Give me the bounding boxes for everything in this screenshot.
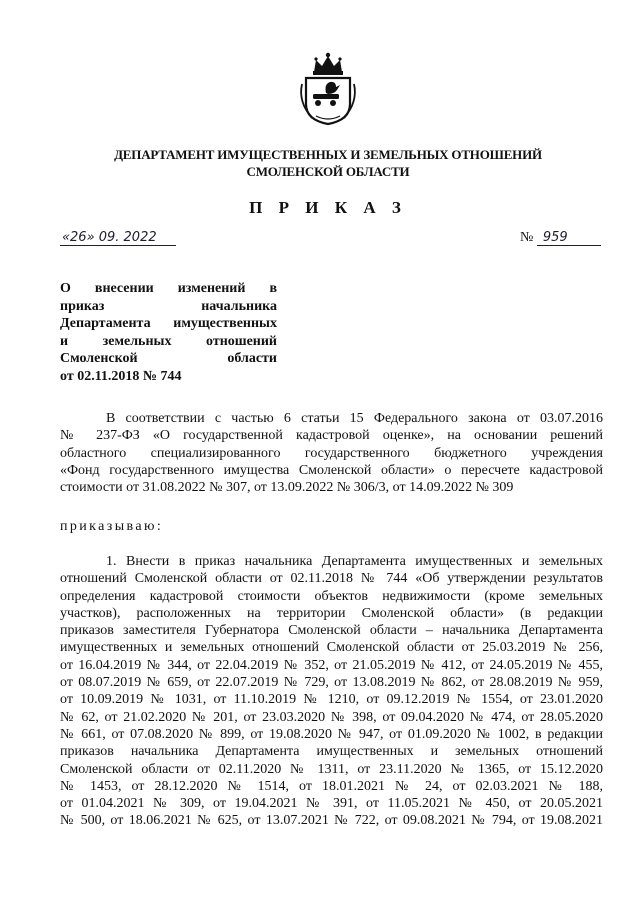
text-line: приказов начальника Департамента имущественных и земельных отношений (60, 744, 603, 760)
subject-line: приказ начальника (60, 298, 277, 314)
text-line: от 01.04.2021 № 309, от 19.04.2021 № 391, от 11.05.2021 № 450, от 20.05.2021 (60, 796, 603, 812)
text-line: 1. Внести в приказ начальника Департамента имущественных и земельных (106, 554, 603, 569)
subject-line: и земельных отношений (60, 333, 277, 349)
text-line: Смоленской области от 02.11.2020 № 1311, от 23.11.2020 № 1365, от 15.12.2020 (60, 761, 603, 777)
text-line: имущественных и земельных отношений Смоленской области от 25.03.2019 № 256, (60, 640, 603, 656)
text-line: определения кадастровой стоимости объектов недвижимости (кроме земельных (60, 588, 603, 604)
text-line: от 08.07.2019 № 659, от 22.07.2019 № 729, от 13.08.2019 № 862, от 28.08.2019 № 959, (60, 675, 603, 691)
text-line: приказов заместителя Губернатора Смоленской области – начальника Департамента (60, 623, 603, 639)
text-line: отношений Смоленской области от 02.11.2018 № 744 «Об утверждении результатов (60, 571, 603, 587)
subject-line: О внесении изменений в (60, 281, 277, 296)
text-line: В соответствии с частью 6 статьи 15 Федерального закона от 03.07.2016 (106, 411, 603, 426)
text-line: стоимости от 31.08.2022 № 307, от 13.09.2022 № 306/3, от 14.09.2022 № 309 (60, 480, 514, 496)
text-line: № 237-ФЗ «О государственной кадастровой оценке», на основании решений (60, 428, 603, 444)
text-line: от 16.04.2019 № 344, от 22.04.2019 № 352, от 21.05.2019 № 412, от 24.05.2019 № 455, (60, 657, 603, 673)
smolensk-coat-of-arms-icon (296, 50, 360, 126)
date-handwritten: «26» 09. 2022 (60, 230, 176, 246)
subject-line: от 02.11.2018 № 744 (60, 368, 182, 384)
order-word: приказываю: (60, 519, 164, 534)
number-handwritten: 959 (537, 230, 601, 246)
text-line: № 500, от 18.06.2021 № 625, от 13.07.2021 № 722, от 09.08.2021 № 794, от 19.08.2021 (60, 813, 603, 829)
document-title: П Р И К А З (249, 198, 407, 217)
text-line: «Фонд государственного имущества Смоленской области» о пересчете кадастровой (60, 462, 603, 478)
text-line: от 10.09.2019 № 1031, от 11.10.2019 № 1210, от 09.12.2019 № 1554, от 23.01.2020 (60, 692, 603, 708)
preamble-paragraph (60, 410, 603, 496)
subject-line: Департамента имущественных (60, 316, 277, 331)
text-line: областного специализированного государственного бюджетного учреждения (60, 445, 603, 461)
number-sign: № (520, 230, 534, 245)
order-subject (60, 280, 277, 385)
department-name-line2: СМОЛЕНСКОЙ ОБЛАСТИ (246, 164, 410, 179)
item-1-paragraph (60, 553, 603, 830)
subject-line: Смоленской области (60, 351, 277, 366)
order-number (520, 230, 601, 246)
order-date (60, 230, 176, 246)
text-line: № 661, от 07.08.2020 № 899, от 19.08.2020 № 947, от 01.09.2020 № 1002, в редакции (60, 726, 603, 742)
department-name-line1: ДЕПАРТАМЕНТ ИМУЩЕСТВЕННЫХ И ЗЕМЕЛЬНЫХ ОТНОШЕНИЙ (114, 147, 542, 162)
text-line: № 1453, от 28.12.2020 № 1514, от 18.01.2021 № 24, от 02.03.2021 № 188, (60, 778, 603, 794)
text-line: № 62, от 21.02.2020 № 201, от 23.03.2020 № 398, от 09.04.2020 № 474, от 28.05.2020 (60, 709, 603, 725)
text-line: участков), расположенных на территории Смоленской области» (в редакции (60, 605, 603, 621)
